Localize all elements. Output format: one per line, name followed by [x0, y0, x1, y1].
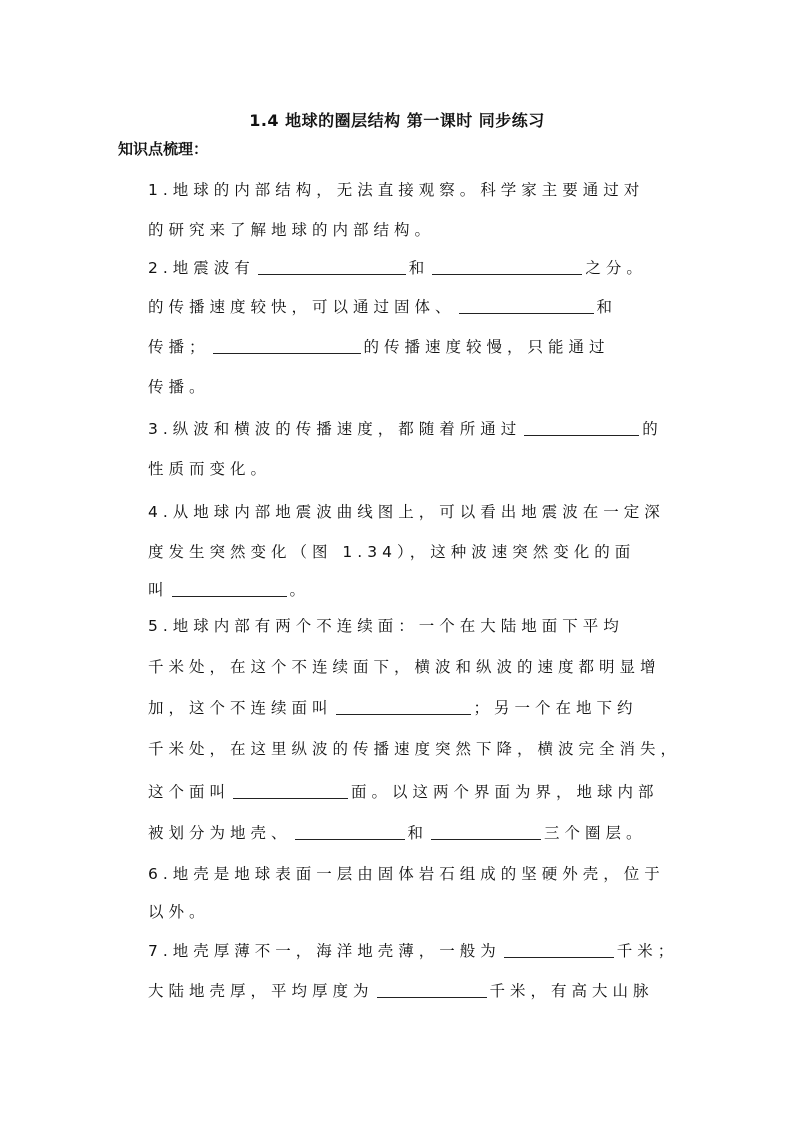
- text-line: 被划分为地壳、 和 三个圈层。: [148, 824, 647, 842]
- page-title: 1.4 地球的圈层结构 第一课时 同步练习: [249, 111, 545, 130]
- text-line: 7.地壳厚薄不一，海洋地壳薄，一般为 千米；: [148, 942, 679, 960]
- fill-blank[interactable]: [524, 419, 639, 436]
- text-line: 6.地壳是地球表面一层由固体岩石组成的坚硬外壳，位于: [148, 865, 665, 883]
- text-line: 千米处，在这里纵波的传播速度突然下降，横波完全消失，: [148, 740, 682, 758]
- text-line: 传播。: [148, 378, 210, 396]
- fill-blank[interactable]: [377, 981, 487, 998]
- text-line: 这个面叫 面。以这两个界面为界，地球内部: [148, 783, 659, 801]
- text-line: 千米处，在这个不连续面下，横波和纵波的速度都明显增: [148, 658, 661, 676]
- fill-blank[interactable]: [459, 297, 594, 314]
- text-line: 大陆地壳厚，平均厚度为 千米，有高大山脉: [148, 982, 654, 1000]
- text-line: 4.从地球内部地震波曲线图上，可以看出地震波在一定深: [148, 503, 665, 521]
- section-heading: 知识点梳理：: [118, 140, 209, 158]
- fill-blank[interactable]: [233, 782, 348, 799]
- text-line: 以外。: [148, 903, 210, 921]
- fill-blank[interactable]: [172, 580, 287, 597]
- fill-blank[interactable]: [258, 258, 406, 275]
- text-line: 1.地球的内部结构，无法直接观察。科学家主要通过对: [148, 181, 645, 199]
- fill-blank[interactable]: [336, 698, 471, 715]
- text-line: 的传播速度较快，可以通过固体、 和: [148, 298, 618, 316]
- text-line: 度发生突然变化（图 1.34），这种波速突然变化的面: [148, 543, 636, 561]
- fill-blank[interactable]: [213, 337, 361, 354]
- text-line: 的研究来了解地球的内部结构。: [148, 221, 436, 239]
- text-line: 3.纵波和横波的传播速度，都随着所通过 的: [148, 420, 663, 438]
- fill-blank[interactable]: [295, 823, 405, 840]
- text-line: 加，这个不连续面叫 ；另一个在地下约: [148, 699, 638, 717]
- fill-blank[interactable]: [432, 258, 582, 275]
- text-line: 传播； 的传播速度较慢，只能通过: [148, 338, 610, 356]
- text-line: 叫 。: [148, 581, 311, 599]
- text-line: 2.地震波有 和 之分。: [148, 259, 647, 277]
- text-line: 5.地球内部有两个不连续面：一个在大陆地面下平均: [148, 617, 624, 635]
- text-line: 性质而变化。: [148, 460, 272, 478]
- fill-blank[interactable]: [504, 941, 614, 958]
- fill-blank[interactable]: [431, 823, 541, 840]
